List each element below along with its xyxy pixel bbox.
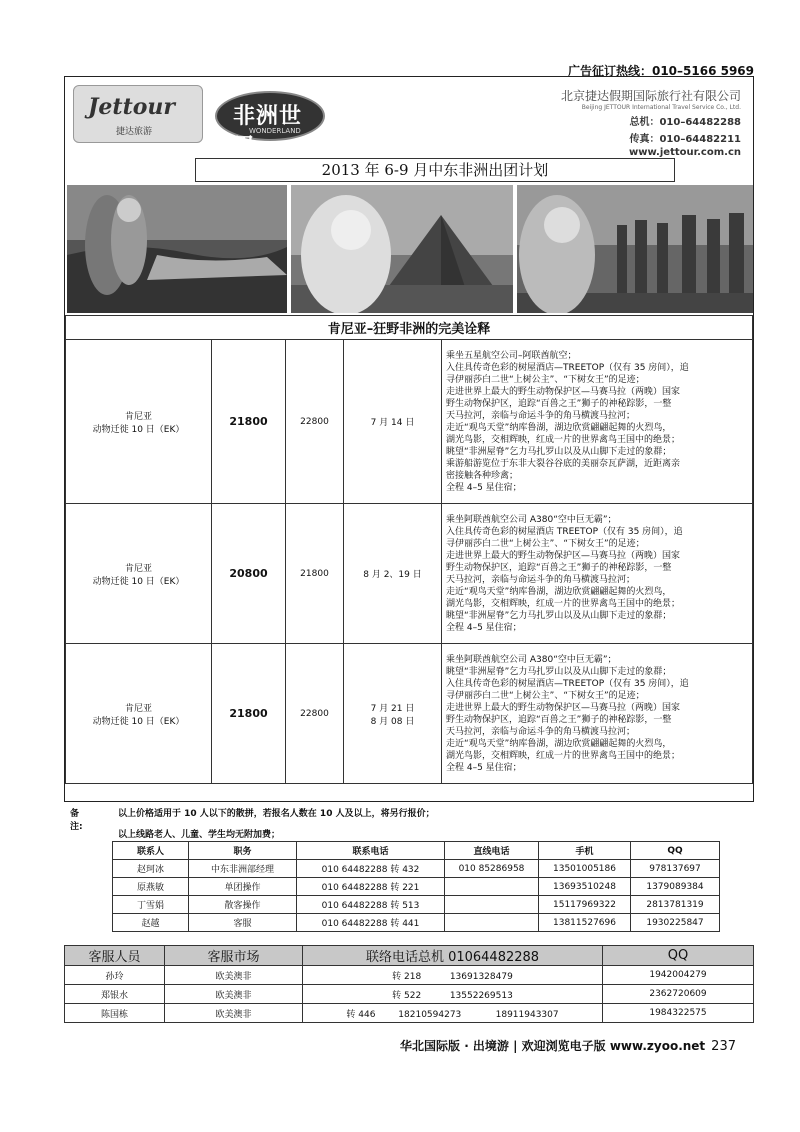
page-footer (400, 1037, 736, 1054)
desc-line: 天马拉河，亲临与命运斗争的角马横渡马拉河； (446, 410, 636, 421)
desc-line: 野生动物保护区，追踪“百兽之王”狮子的神秘踪影，一整 (446, 714, 672, 725)
table-row (65, 1004, 754, 1023)
desc-line: 全程 4–5 星住宿； (446, 762, 522, 773)
jettour-sub: 捷达旅游 (116, 127, 153, 137)
column-header: 联系电话 (297, 842, 445, 860)
desc-line: 密接触各种珍禽； (446, 470, 519, 481)
contact-phone: 010 64482288 转 441 (297, 914, 445, 932)
contact-phone: 010 64482288 转 221 (297, 878, 445, 896)
desc-line: 走近“观鸟天堂”纳库鲁湖，湖边欣赏翩翩起舞的火烈鸟， (446, 422, 672, 433)
column-header: 直线电话 (445, 842, 539, 860)
desc-line: 湖光鸟影，交相辉映，红成一片的世界禽鸟王国中的绝景； (446, 750, 681, 761)
tour-price-alt: 21800 (286, 504, 344, 644)
desc-line: 寻伊丽莎白二世“上树公主”、“下树女王”的足迹； (446, 538, 645, 549)
tour-price: 20800 (212, 504, 286, 644)
desc-line: 寻伊丽莎白二世“上树公主”、“下树女王”的足迹； (446, 374, 645, 385)
desc-line: 乘坐阿联酋航空公司 A380“空中巨无霸”； (446, 514, 617, 525)
photo-nile-couple (67, 185, 287, 313)
desc-line: 眺望“非洲屋脊”乞力马扎罗山以及从山脚下走过的象群； (446, 610, 672, 621)
table-row (66, 504, 753, 644)
desc-line: 天马拉河，亲临与命运斗争的角马横渡马拉河； (446, 574, 636, 585)
tour-table (65, 315, 753, 784)
agency-website: www.jettour.com.cn (628, 147, 741, 158)
desc-line: 全程 4–5 星住宿； (446, 622, 522, 633)
contact-name: 原燕敏 (113, 878, 189, 896)
contact-phone: 010 64482288 转 432 (297, 860, 445, 878)
desc-line: 走近“观鸟天堂”纳库鲁湖，湖边欣赏翩翩起舞的火烈鸟， (446, 586, 672, 597)
desc-line: 全程 4–5 星住宿； (446, 482, 522, 493)
world-sub: WONDERLAND (249, 127, 301, 135)
column-header: 职务 (189, 842, 297, 860)
desc-line: 走进世界上最大的野生动物保护区—马赛马拉（两晚）国家 (446, 702, 681, 713)
notes-label: 备注: (70, 809, 83, 832)
column-header: 手机 (539, 842, 631, 860)
service-phone: 转 522 13552269513 (303, 985, 603, 1004)
service-qq: 1984322575 (603, 1004, 754, 1023)
contact-qq: 2813781319 (631, 896, 720, 914)
table-row (65, 966, 754, 985)
page-number: 237 (711, 1039, 736, 1054)
desc-line: 湖光鸟影，交相辉映，红成一片的世界禽鸟王国中的绝景； (446, 598, 681, 609)
jettour-logo (73, 85, 203, 143)
tour-desc (442, 644, 753, 784)
tour-table-title: 肯尼亚–狂野非洲的完美诠释 (66, 316, 753, 340)
contact-mobile: 15117969322 (539, 896, 631, 914)
desc-line: 入住具传奇色彩的树屋酒店—TREETOP（仅有 35 房间），追 (446, 362, 689, 373)
contact-mobile: 13811527696 (539, 914, 631, 932)
contact-name: 赵越 (113, 914, 189, 932)
tour-desc (442, 340, 753, 504)
ad-hotline: 广告征订热线：010–5166 5969 (567, 64, 754, 78)
service-qq: 1942004279 (603, 966, 754, 985)
contact-qq: 1379089384 (631, 878, 720, 896)
advert-frame (64, 76, 754, 802)
service-market: 欧美澳非 (165, 966, 303, 985)
tour-name: 肯尼亚 动物迁徙 10 日（EK） (66, 504, 212, 644)
desc-line: 眺望“非洲屋脊”乞力马扎罗山以及从山脚下走过的象群； (446, 446, 672, 457)
desc-line: 天马拉河，亲临与命运斗争的角马横渡马拉河； (446, 726, 636, 737)
contact-direct (445, 896, 539, 914)
table-row (113, 914, 720, 932)
service-phone: 转 218 13691328479 (303, 966, 603, 985)
contact-direct (445, 914, 539, 932)
service-qq: 2362720609 (603, 985, 754, 1004)
service-table (64, 945, 754, 1023)
desc-line: 湖光鸟影，交相辉映，红成一片的世界禽鸟王国中的绝景； (446, 434, 681, 445)
agency-phone: 总机：010–64482288 (629, 117, 741, 128)
contact-role: 客服 (189, 914, 297, 932)
desc-line: 走进世界上最大的野生动物保护区—马赛马拉（两晚）国家 (446, 550, 681, 561)
africa-world-logo (215, 91, 325, 160)
notes-line-1: 以上价格适用于 10 人以下的散拼，若报名人数在 10 人及以上，将另行报价； (118, 809, 435, 819)
tour-desc (442, 504, 753, 644)
table-row (113, 896, 720, 914)
table-row (113, 878, 720, 896)
footer-text: 华北国际版 · 出境游 | 欢迎浏览电子版 www.zyoo.net (400, 1039, 706, 1053)
column-header: 客服市场 (165, 946, 303, 966)
desc-line: 眺望“非洲屋脊”乞力马扎罗山以及从山脚下走过的象群； (446, 666, 672, 677)
desc-line: 寻伊丽莎白二世“上树公主”、“下树女王”的足迹； (446, 690, 645, 701)
tour-dates: 7 月 21 日 8 月 08 日 (344, 644, 442, 784)
column-header: 联系人 (113, 842, 189, 860)
table-header-row (65, 946, 754, 966)
column-header: QQ (603, 946, 754, 966)
contact-name: 赵珂冰 (113, 860, 189, 878)
desc-line: 走进世界上最大的野生动物保护区—马赛马拉（两晚）国家 (446, 386, 681, 397)
contact-role: 中东非洲部经理 (189, 860, 297, 878)
service-market: 欧美澳非 (165, 1004, 303, 1023)
contact-mobile: 13693510248 (539, 878, 631, 896)
contact-role: 散客操作 (189, 896, 297, 914)
service-phone: 转 446 18210594273 18911943307 (303, 1004, 603, 1023)
desc-line: 入住具传奇色彩的树屋酒店—TREETOP（仅有 35 房间），追 (446, 678, 689, 689)
desc-line: 乘坐五星航空公司–阿联酋航空； (446, 350, 577, 361)
tour-dates: 7 月 14 日 (344, 340, 442, 504)
agency-info (561, 87, 741, 158)
tour-price-alt: 22800 (286, 644, 344, 784)
service-market: 欧美澳非 (165, 985, 303, 1004)
plan-title: 2013 年 6-9 月中东非洲出团计划 (195, 158, 675, 182)
tour-name: 肯尼亚 动物迁徙 10 日（EK） (66, 340, 212, 504)
tour-name: 肯尼亚 动物迁徙 10 日（EK） (66, 644, 212, 784)
service-name: 孙玲 (65, 966, 165, 985)
service-name: 陈国栋 (65, 1004, 165, 1023)
table-row (66, 340, 753, 504)
table-row (66, 644, 753, 784)
contacts-table (112, 841, 720, 932)
desc-line: 乘游船游览位于东非大裂谷谷底的美丽奈瓦萨湖，近距离亲 (446, 458, 681, 469)
tour-dates: 8 月 2、19 日 (344, 504, 442, 644)
tour-price-alt: 22800 (286, 340, 344, 504)
contact-name: 丁雪娟 (113, 896, 189, 914)
notes-line-2: 以上线路老人、儿童、学生均无附加费； (118, 830, 281, 840)
desc-line: 野生动物保护区，追踪“百兽之王”狮子的神秘踪影，一整 (446, 562, 672, 573)
world-brand: 非洲世界 (233, 104, 303, 160)
table-header-row (113, 842, 720, 860)
agency-name-en: Beijing JETTOUR International Travel Service Co., Ltd. (581, 104, 741, 111)
contact-qq: 978137697 (631, 860, 720, 878)
desc-line: 走近“观鸟天堂”纳库鲁湖，湖边欣赏翩翩起舞的火烈鸟， (446, 738, 672, 749)
contact-direct: 010 85286958 (445, 860, 539, 878)
contact-qq: 1930225847 (631, 914, 720, 932)
contact-mobile: 13501005186 (539, 860, 631, 878)
column-header: 联络电话总机 01064482288 (303, 946, 603, 966)
contact-role: 单团操作 (189, 878, 297, 896)
table-row (113, 860, 720, 878)
column-header: 客服人员 (65, 946, 165, 966)
agency-name-cn: 北京捷达假期国际旅行社有限公司 (560, 89, 741, 103)
table-row (65, 985, 754, 1004)
tour-price: 21800 (212, 644, 286, 784)
desc-line: 入住具传奇色彩的树屋酒店 TREETOP（仅有 35 房间），追 (446, 526, 683, 537)
photo-pyramid-woman (291, 185, 513, 313)
agency-fax: 传真：010–64482211 (629, 134, 741, 145)
tour-price: 21800 (212, 340, 286, 504)
column-header: QQ (631, 842, 720, 860)
contact-phone: 010 64482288 转 513 (297, 896, 445, 914)
desc-line: 乘坐阿联酋航空公司 A380“空中巨无霸”； (446, 654, 617, 665)
photo-temple-woman (517, 185, 753, 313)
contact-direct (445, 878, 539, 896)
service-name: 郑银水 (65, 985, 165, 1004)
desc-line: 野生动物保护区，追踪“百兽之王”狮子的神秘踪影，一整 (446, 398, 672, 409)
jettour-brand: Jettour (88, 94, 175, 120)
